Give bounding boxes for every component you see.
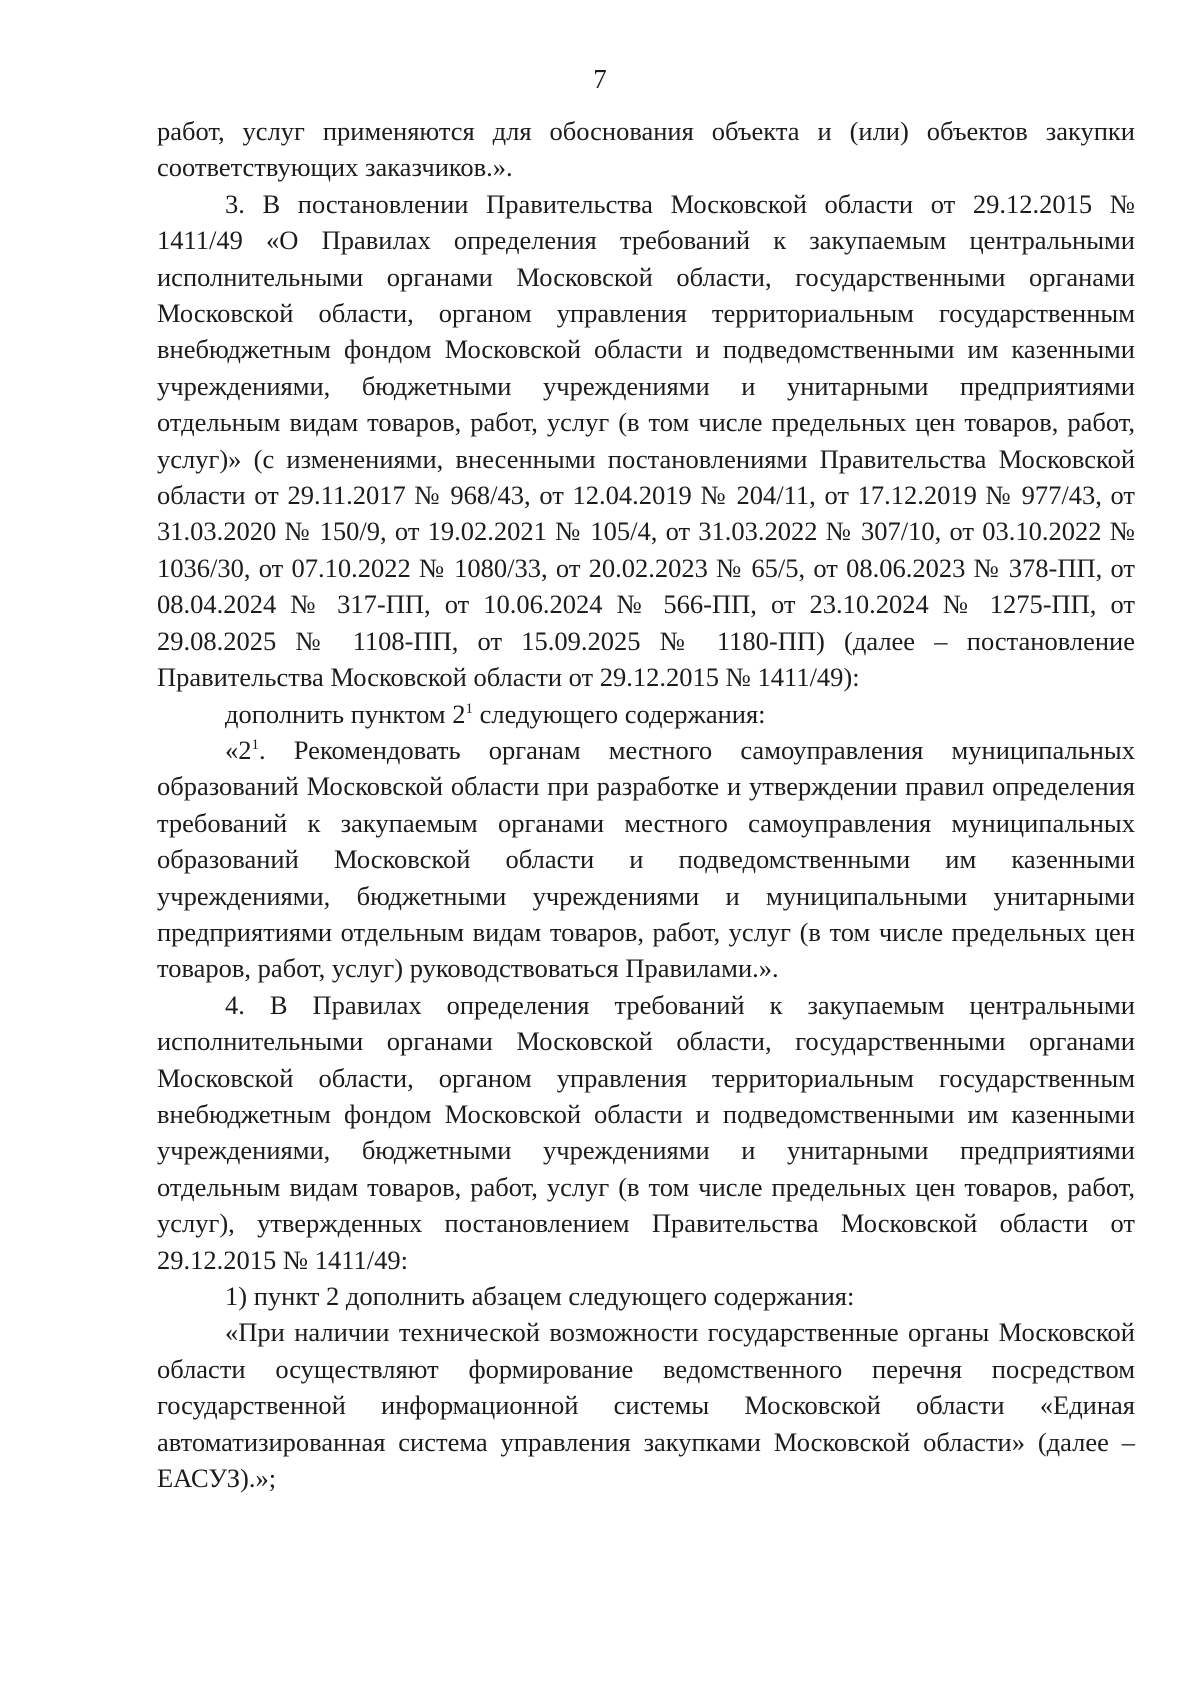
superscript-one: 1 bbox=[465, 700, 473, 717]
paragraph-quoted-easuz: «При наличии технической возможности государственные органы Московской области осуществляют формирование ведомственного перечня посредством государственной информационной системы Московской области «Единая автоматизированная система управления закупками Московской области» (далее – ЕАСУЗ).»; bbox=[157, 1317, 1135, 1494]
paragraph-item-3: 3. В постановлении Правительства Московской области от 29.12.2015 № 1411/49 «О Правилах определения требований к закупаемым центральными исполнительными органами Московской области, государственными органами Московской области, органом управления территориальным государственным внебюджетным фондом Московской области и подведомственными им казенными учреждениями, бюджетными учреждениями и унитарными предприятиями отдельным видам товаров, работ, услуг (в том числе предельных цен товаров, работ, услуг)» (с изменениями, внесенными постановлениями Правительства Московской области от 29.11.2017 № 968/43, от 12.04.2019 № 204/11, от 17.12.2019 № 977/43, от 31.03.2020 № 150/9, от 19.02.2021 № 105/4, от 31.03.2022 № 307/10, от 03.10.2022 № 1036/30, от 07.10.2022 № 1080/33, от 20.02.2023 № 65/5, от 08.06.2023 № 378-ПП, от 08.04.2024 № 317-ПП, от 10.06.2024 № 566-ПП, от 23.10.2024 № 1275-ПП, от 29.08.2025 № 1108-ПП, от 15.09.2025 № 1180-ПП) (далее – постановление Правительства Московской области от 29.12.2015 № 1411/49): bbox=[157, 188, 1135, 693]
quoted-point-text: . Рекомендовать органам местного самоуправления муниципальных образований Московской области при разработке и утверждении правил определения требований к закупаемым органами местного самоуправления муниципальных образований Московской области и подведомственными им казенными учреждениями, бюджетными учреждениями и муниципальными унитарными предприятиями отдельным видам товаров, работ, услуг (в том числе предельных цен товаров, работ, услуг) руководствоваться Правилами.». bbox=[157, 734, 1135, 984]
superscript-one: 1 bbox=[251, 737, 259, 754]
paragraph-quoted-point-2-1 bbox=[157, 732, 1135, 987]
quoted-point-number: «2 bbox=[225, 734, 252, 765]
paragraph-subitem-1: 1) пункт 2 дополнить абзацем следующего содержания: bbox=[225, 1281, 855, 1311]
paragraph-add-point bbox=[157, 696, 1135, 732]
paragraph-add-point-tail: следующего содержания: bbox=[472, 698, 766, 729]
page-number: 7 bbox=[593, 64, 607, 94]
document-body bbox=[157, 113, 1135, 1496]
paragraph-continuation: работ, услуг применяются для обоснования объекта и (или) объектов закупки соответствующих заказчиков.». bbox=[157, 116, 1135, 183]
paragraph-item-4: 4. В Правилах определения требований к закупаемым центральными исполнительными органами Московской области, государственными органами Московской области, органом управления территориальным государственным внебюджетным фондом Московской области и подведомственными им казенными учреждениями, бюджетными учреждениями и унитарными предприятиями отдельным видам товаров, работ, услуг (в том числе предельных цен товаров, работ, услуг), утвержденных постановлением Правительства Московской области от 29.12.2015 № 1411/49: bbox=[157, 989, 1135, 1275]
paragraph-add-point-text: дополнить пунктом 2 bbox=[225, 698, 466, 729]
